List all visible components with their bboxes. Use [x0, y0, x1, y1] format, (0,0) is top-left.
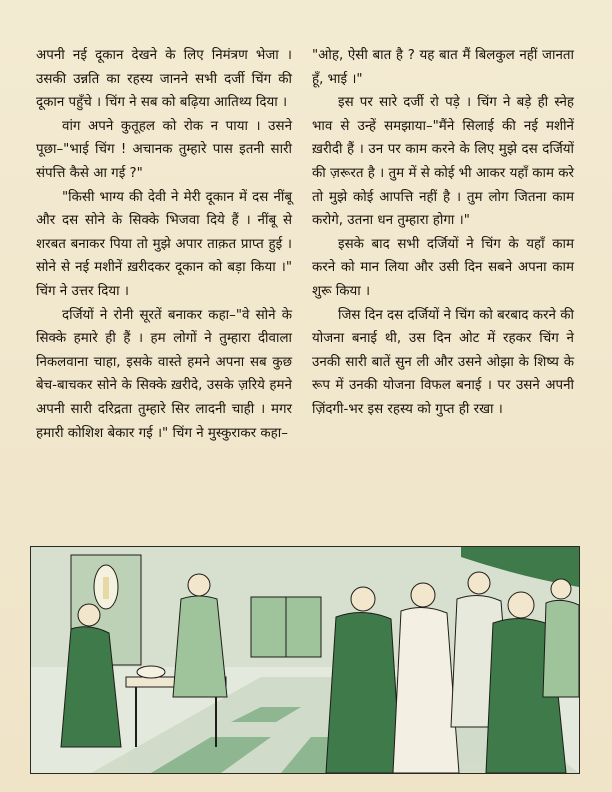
- story-illustration: [30, 546, 580, 774]
- right-paragraph-3: इसके बाद सभी दर्जियों ने चिंग के यहाँ काम करने को मान लिया और उसी दिन सबने अपना काम शुरू किया ।: [312, 236, 574, 299]
- left-text-column: [36, 44, 292, 445]
- right-paragraph-4: जिस दिन दस दर्जियों ने चिंग को बरबाद करने की योजना बनाई थी, उस दिन ओट में रहकर चिंग ने उनकी सारी बातें सुन ली और उसने ओझा के शिष्य के रूप में उनकी योजना विफल बनाई । पर उसने अपनी ज़िंदगी-भर इस रहस्य को गुप्त ही रखा ।: [312, 307, 574, 417]
- right-paragraph-1: "ओह, ऐसी बात है ? यह बात मैं बिलकुल नहीं जानता हूँ, भाई ।": [312, 48, 574, 87]
- left-paragraph-2: वांग अपने कुतूहल को रोक न पाया । उसने पूछा–"भाई चिंग ! अचानक तुम्हारे पास इतनी सारी संपत्ति कैसे आ गई ?": [36, 118, 292, 181]
- left-paragraph-3: "किसी भाग्य की देवी ने मेरी दूकान में दस नींबू और दस सोने के सिक्के भिजवा दिये हैं । नींबू से शरबत बनाकर पिया तो मुझे अपार ताक़त प्राप्त हुई । सोने से नई मशीनें ख़रीदकर दूकान को बड़ा किया ।" चिंग ने उत्तर दिया ।: [36, 189, 292, 299]
- right-paragraph-2: इस पर सारे दर्जी रो पड़े । चिंग ने बड़े ही स्नेह भाव से उन्हें समझाया–"मैंने सिलाई की नई मशीनें ख़रीदी हैं । उन पर काम करने के लिए मुझे दस दर्जियों की ज़रूरत है । तुम में से कोई भी आकर यहाँ काम करे तो मुझे कोई आपत्ति नहीं है । तुम लोग जितना काम करोगे, उतना धन तुम्हारा होगा ।": [312, 95, 574, 229]
- illustration-drawing: [31, 547, 579, 773]
- left-paragraph-1: अपनी नई दूकान देखने के लिए निमंत्रण भेजा । उसकी उन्नति का रहस्य जानने सभी दर्जी चिंग की दूकान पहुँचे । चिंग ने सब को बढ़िया आतिथ्य दिया ।: [36, 48, 292, 111]
- left-paragraph-4: दर्जियों ने रोनी सूरतें बनाकर कहा–"वे सोने के सिक्के हमारे ही हैं । हम लोगों ने तुम्हारा दीवाला निकलवाना चाहा, इसके वास्ते हमने अपना सब कुछ बेच-बाचकर सोने के सिक्के ख़रीदे, उसके ज़रिये हमने अपनी सारी दरिद्रता तुम्हारे सिर लादनी चाही । मगर हमारी कोशिश बेकार गई ।" चिंग ने मुस्कुराकर कहा–: [36, 307, 292, 441]
- right-text-column: [312, 44, 574, 422]
